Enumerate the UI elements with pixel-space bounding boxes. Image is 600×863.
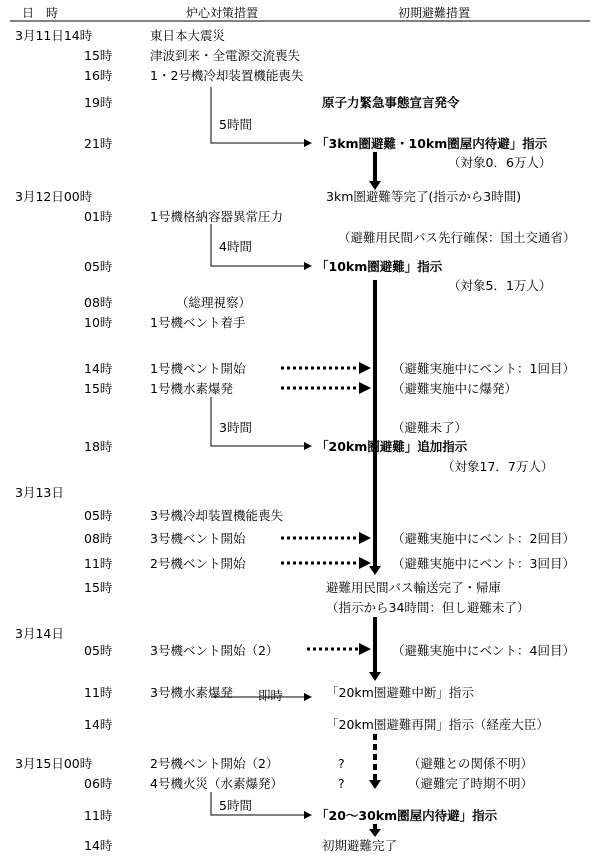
date-0313: 3月13日 [15,485,64,500]
note-vent-1: （避難実施中にベント：1回目） [392,361,575,376]
time-14b: 14時 [84,717,113,732]
order-20km: 「20km圏避難」追加指示 [316,439,468,454]
note-explosion: （避難実施中に爆発） [392,381,518,396]
time-15b: 15時 [84,381,113,396]
explosion-1: 1号機水素爆発 [150,381,233,396]
time-16: 16時 [84,68,113,83]
evac-complete: 初期避難完了 [322,838,398,853]
event-tsunami: 津波到来・全電源交流喪失 [150,48,301,63]
time-21: 21時 [84,136,113,151]
time-05b: 05時 [84,508,113,523]
vent-2-start: 2号機ベント開始 [150,556,246,571]
time-08: 08時 [84,295,113,310]
note-vent-4: （避難実施中にベント：4回目） [392,643,575,658]
time-14c: 14時 [84,838,113,853]
note-unknown-relation: （避難との関係不明） [408,756,534,771]
time-01: 01時 [84,209,113,224]
vent-2-start-2: 2号機ベント開始（2） [150,756,279,771]
question-2: ? [338,776,345,791]
bus-secured: （避難用民間バス先行確保：国土交通省） [338,230,576,245]
time-11b: 11時 [84,685,113,700]
time-05c: 05時 [84,643,113,658]
emergency-declaration: 原子力緊急事態宣言発令 [322,95,460,110]
time-10: 10時 [84,315,113,330]
vent-1-initiated: 1号機ベント着手 [150,315,246,330]
note-vent-3: （避難実施中にベント：3回目） [392,556,575,571]
time-19: 19時 [84,95,113,110]
gap-5h: 5時間 [219,117,252,132]
time-14: 14時 [84,361,113,376]
gap-3h: 3時間 [219,420,252,435]
order-3km: 「3km圏避難・10km圏屋内待避」指示 [316,136,548,151]
target-06: （対象0．6万人） [448,155,552,170]
order-20km-suspend: 「20km圏避難中断」指示 [326,685,474,700]
event-earthquake: 東日本大震災 [150,28,226,43]
gap-immediate: 即時 [258,688,284,703]
evac-3km-complete: 3km圏避難等完了(指示から3時間) [326,189,522,204]
time-15c: 15時 [84,580,113,595]
target-51: （対象5．1万人） [448,278,552,293]
date-0314: 3月14日 [15,626,64,641]
gap-4h: 4時間 [219,239,252,254]
target-177: （対象17．7万人） [442,459,554,474]
date-0312-00: 3月12日00時 [15,189,93,204]
time-11: 11時 [84,556,113,571]
time-08b: 08時 [84,531,113,546]
time-15: 15時 [84,48,113,63]
note-unknown-completion: （避難完了時期不明） [408,776,534,791]
gap-5h-2: 5時間 [219,798,252,813]
date-0315-00: 3月15日00時 [15,756,93,771]
vent-3-start-2: 3号機ベント開始（2） [150,643,279,658]
order-20-30km: 「20～30km圏屋内待避」指示 [316,808,498,823]
order-10km: 「10km圏避難」指示 [316,259,443,274]
order-20km-resume: 「20km圏避難再開」指示（経産大臣） [326,717,549,732]
cooling-loss-3: 3号機冷却装置機能喪失 [150,508,283,523]
fire-4: 4号機火災（水素爆発） [150,776,283,791]
time-11c: 11時 [84,808,113,823]
bus-complete: 避難用民間バス輸送完了・帰庫 [326,580,502,595]
pm-visit: （総理視察） [176,295,252,310]
bus-complete-note: （指示から34時間：但し避難未了） [326,600,530,615]
time-06: 06時 [84,776,113,791]
event-cooling-loss-12: 1・2号機冷却装置機能喪失 [150,68,304,83]
explosion-3: 3号機水素爆発 [150,685,233,700]
header-date-time: 日 時 [22,6,59,20]
vent-1-start: 1号機ベント開始 [150,361,246,376]
header-initial-evacuation: 初期避難措置 [398,6,471,20]
header-reactor-measures: 炉心対策措置 [186,6,259,20]
note-vent-2: （避難実施中にベント：2回目） [392,531,575,546]
vent-3-start: 3号機ベント開始 [150,531,246,546]
time-05: 05時 [84,259,113,274]
date-0311-14: 3月11日14時 [15,28,93,43]
note-evac-incomplete: （避難未了） [392,420,468,435]
question-1: ? [338,756,345,771]
event-containment-pressure: 1号機格納容器異常圧力 [150,209,283,224]
elbow-arrow-5h-first [211,87,311,143]
time-18: 18時 [84,439,113,454]
